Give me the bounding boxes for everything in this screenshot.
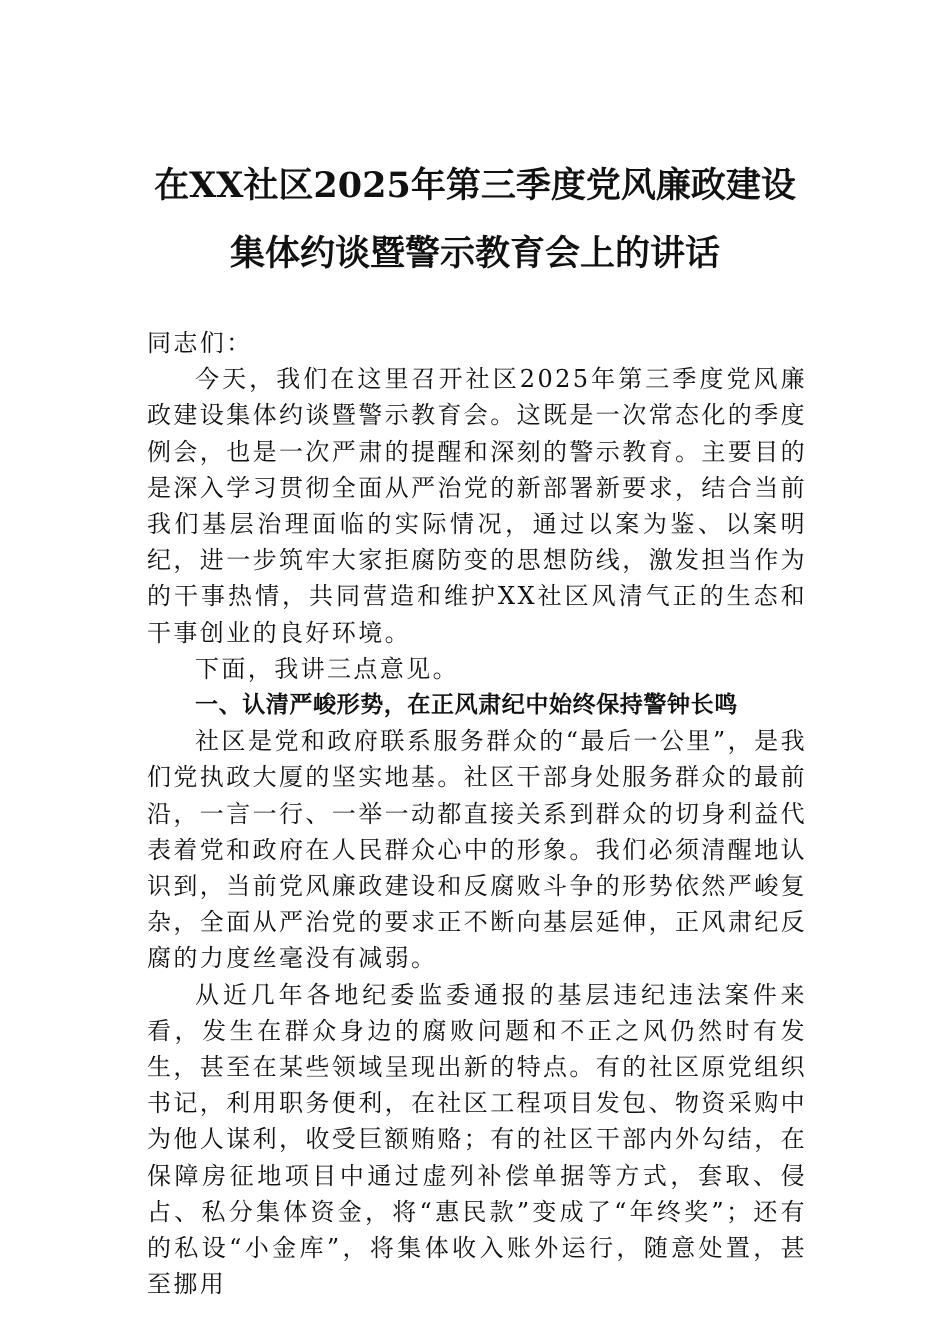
- paragraph-section1-2: 从近几年各地纪委监委通报的基层违纪违法案件来看，发生在群众身边的腐败问题和不正之风仍然时有发生，甚至在某些领域呈现出新的特点。有的社区原党组织书记，利用职务便利，在社区工程项目发包、物资采购中为他人谋利，收受巨额贿赂；有的社区干部内外勾结，在保障房征地项目中通过虚列补偿单据等方式，套取、侵占、私分集体资金，将“惠民款”变成了“年终奖”；还有的私设“小金库”，将集体收入账外运行，随意处置，甚至挪用: [147, 980, 807, 1299]
- document-body: [147, 325, 807, 1302]
- document-title-line-2: 集体约谈暨警示教育会上的讲话: [229, 233, 720, 274]
- salutation: 同志们：: [147, 329, 253, 357]
- section-heading-1: 一、认清严峻形势，在正风肃纪中始终保持警钟长鸣: [195, 692, 738, 719]
- paragraph-outline: 下面，我讲三点意见。: [195, 654, 459, 683]
- document-title-line-1: 在XX社区2025年第三季度党风廉政建设: [154, 165, 796, 206]
- paragraph-section1-1: 社区是党和政府联系服务群众的“最后一公里”，是我们党执政大厦的坚实地基。社区干部身处服务群众的最前沿，一言一行、一举一动都直接关系到群众的切身利益代表着党和政府在人民群众心中的形象。我们必须清醒地认识到，当前党风廉政建设和反腐败斗争的形势依然严峻复杂，全面从严治党的要求正不断向基层延伸，正风肃纪反腐的力度丝毫没有减弱。: [147, 727, 807, 973]
- paragraph-intro: 今天，我们在这里召开社区2025年第三季度党风廉政建设集体约谈暨警示教育会。这既是一次常态化的季度例会，也是一次严肃的提醒和深刻的警示教育。主要目的是深入学习贯彻全面从严治党的新部署新要求，结合当前我们基层治理面临的实际情况，通过以案为鉴、以案明纪，进一步筑牢大家拒腐防变的思想防线，激发担当作为的干事热情，共同营造和维护XX社区风清气正的生态和干事创业的良好环境。: [147, 365, 807, 647]
